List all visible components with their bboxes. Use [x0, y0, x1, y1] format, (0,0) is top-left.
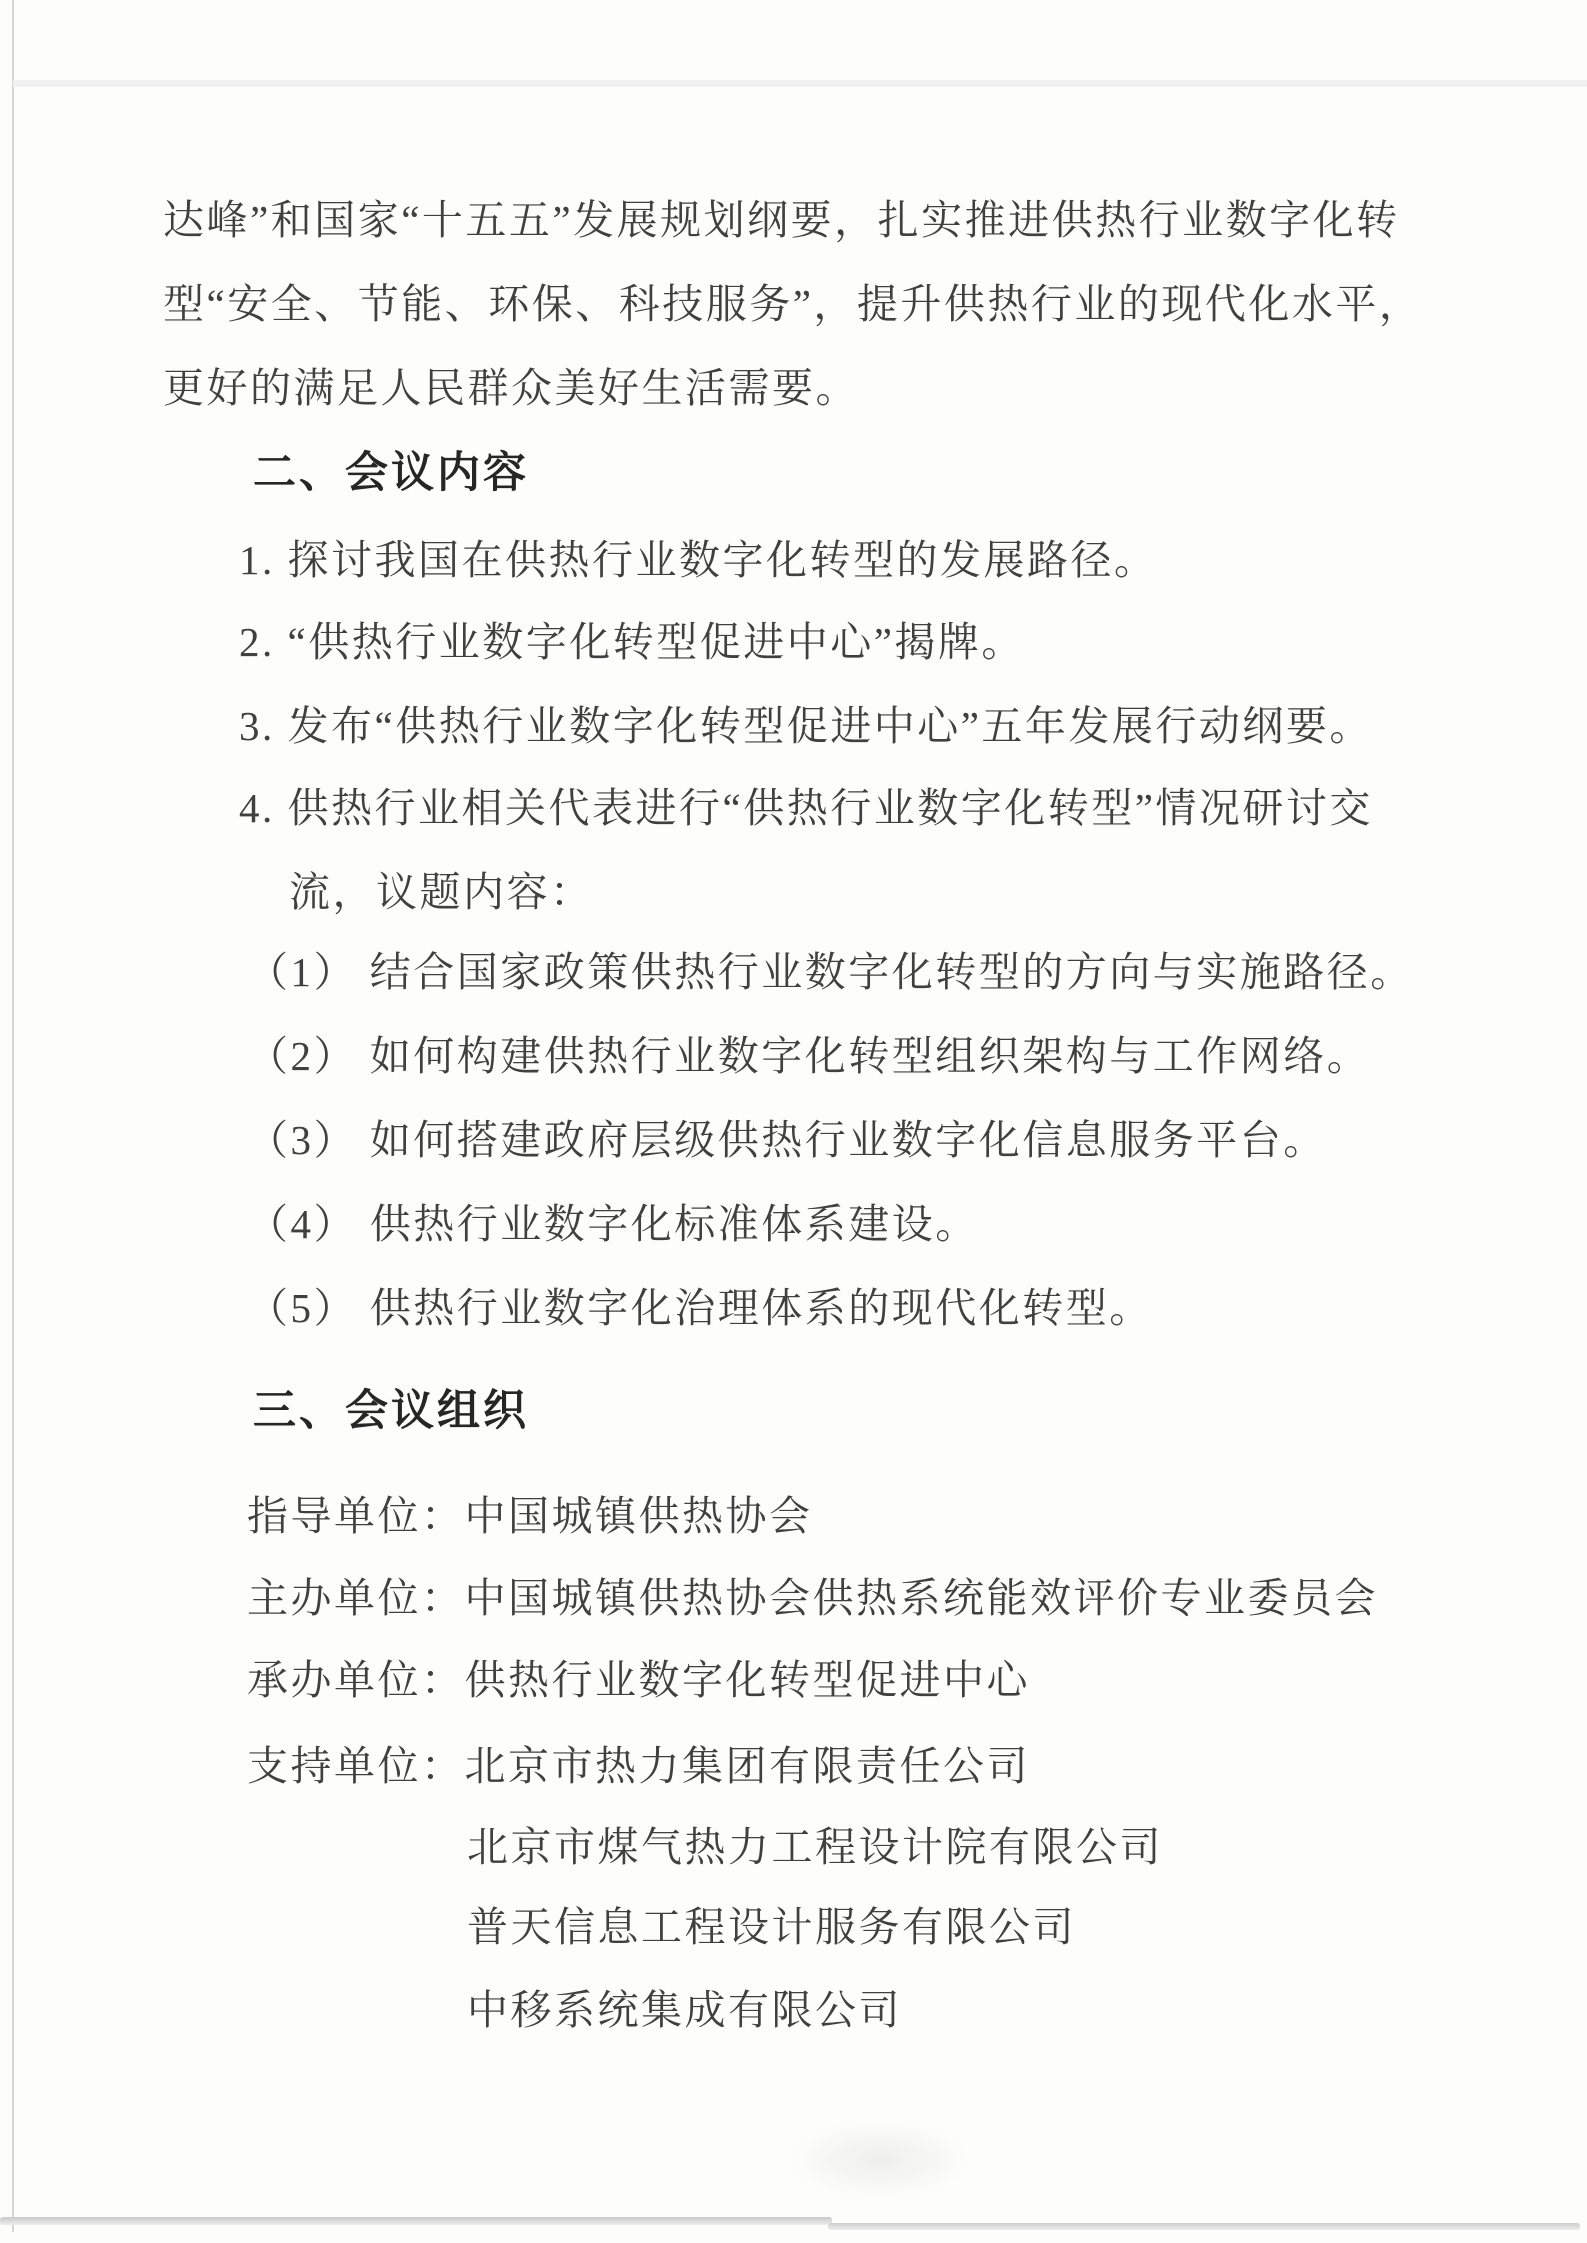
- org-unit-label: 支持单位：: [247, 1743, 465, 1789]
- org-unit-name: 中国城镇供热协会: [464, 1493, 813, 1539]
- topic-item: （3） 如何搭建政府层级供热行业数字化信息服务平台。: [247, 1117, 1327, 1163]
- scan-paper-edge-left: [12, 0, 14, 2232]
- section-heading-meeting-content: 二、会议内容: [253, 449, 529, 497]
- topic-item: （1） 结合国家政策供热行业数字化转型的方向与实施路径。: [247, 949, 1414, 995]
- org-unit-line: [247, 1575, 1378, 1621]
- list-item: 3. 发布“供热行业数字化转型促进中心”五年发展行动纲要。: [239, 703, 1373, 749]
- org-unit-line: [247, 1493, 813, 1539]
- org-unit-label: 承办单位：: [247, 1657, 465, 1703]
- scan-smudge: [790, 2120, 970, 2200]
- org-unit-name: 供热行业数字化转型促进中心: [464, 1657, 1030, 1703]
- topic-item: （2） 如何构建供热行业数字化转型组织架构与工作网络。: [247, 1033, 1371, 1079]
- paragraph-line: 达峰”和国家“十五五”发展规划纲要，扎实推进供热行业数字化转: [163, 197, 1400, 243]
- topic-item: （5） 供热行业数字化治理体系的现代化转型。: [247, 1285, 1153, 1331]
- list-item: 4. 供热行业相关代表进行“供热行业数字化转型”情况研讨交: [239, 785, 1373, 831]
- scan-paper-edge-bottom-right: [828, 2223, 1580, 2230]
- scan-artifact-band-top: [13, 80, 1587, 87]
- support-unit-continuation-line: 普天信息工程设计服务有限公司: [467, 1904, 1076, 1950]
- list-item-wrap-line: 流，议题内容：: [289, 869, 594, 915]
- section-heading-meeting-organization: 三、会议组织: [253, 1387, 529, 1435]
- list-item: 1. 探讨我国在供热行业数字化转型的发展路径。: [239, 537, 1158, 583]
- topic-item: （4） 供热行业数字化标准体系建设。: [247, 1201, 979, 1247]
- org-unit-name: 中国城镇供热协会供热系统能效评价专业委员会: [464, 1575, 1378, 1621]
- org-unit-label: 指导单位：: [247, 1493, 465, 1539]
- support-unit-continuation-line: 中移系统集成有限公司: [467, 1987, 902, 2033]
- list-item: 2. “供热行业数字化转型促进中心”揭牌。: [239, 619, 1025, 665]
- paragraph-line: 更好的满足人民群众美好生活需要。: [163, 365, 859, 411]
- org-unit-label: 主办单位：: [247, 1575, 465, 1621]
- scan-paper-edge-bottom-left: [0, 2217, 832, 2225]
- org-unit-name: 北京市热力集团有限责任公司: [464, 1743, 1030, 1789]
- paragraph-line: 型“安全、节能、环保、科技服务”，提升供热行业的现代化水平，: [163, 281, 1423, 327]
- support-unit-continuation-line: 北京市煤气热力工程设计院有限公司: [467, 1824, 1163, 1870]
- org-unit-line: [247, 1657, 1030, 1703]
- org-unit-line: [247, 1743, 1030, 1789]
